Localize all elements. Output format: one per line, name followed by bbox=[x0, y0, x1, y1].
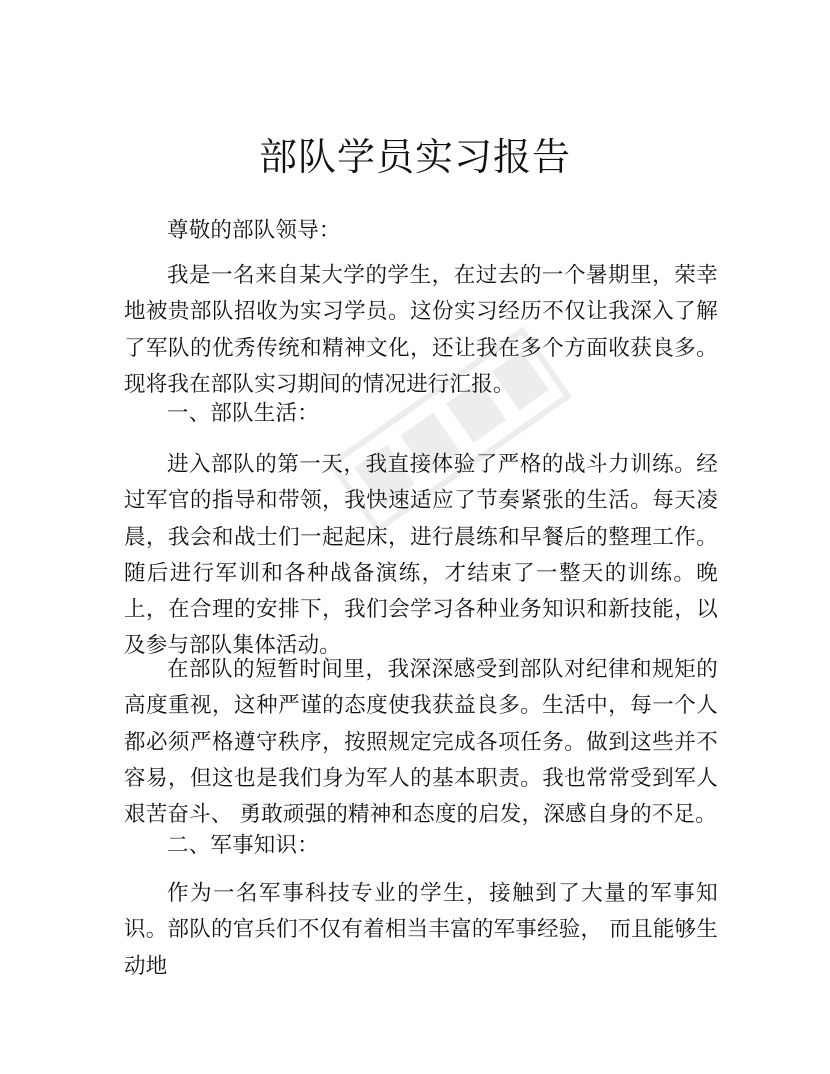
section-1-paragraph-1: 进入部队的第一天，我直接体验了严格的战斗力训练。经过军官的指导和带领，我快速适应了节奏紧张的生活。每天凌晨，我会和战士们一起起床，进行晨练和早餐后的整理工作。随后进行军训和各种战备演练，才结束了一整天的训练。晚上，在合理的安排下，我们会学习各种业务知识和新技能，以及参与部队集体活动。 bbox=[124, 452, 718, 659]
section-1-paragraph-2: 在部队的短暂时间里，我深深感受到部队对纪律和规矩的高度重视，这种严谨的态度使我获益良多。生活中，每一个人都必须严格遵守秩序，按照规定完成各项任务。做到这些并不容易，但这也是我们身为军人的基本职责。我也常常受到军人艰苦奋斗、 勇敢顽强的精神和态度的启发，深感自身的不足。 bbox=[124, 657, 718, 828]
section-2-paragraph-1: 作为一名军事科技专业的学生，接触到了大量的军事知识。部队的官兵们不仅有着相当丰富的军事经验， 而且能够生动地 bbox=[124, 881, 718, 979]
page-title: 部队学员实习报告 bbox=[258, 135, 571, 179]
section-1-heading: 一、部队生活： bbox=[167, 401, 319, 426]
section-2-heading: 二、军事知识： bbox=[167, 833, 319, 858]
greeting: 尊敬的部队领导： bbox=[167, 218, 341, 243]
intro-paragraph: 我是一名来自某大学的学生，在过去的一个暑期里，荣幸地被贵部队招收为实习学员。这份实习经历不仅让我深入了解了军队的优秀传统和精神文化，还让我在多个方面收获良多。现将我在部队实习期间的情况进行汇报。 bbox=[124, 263, 718, 397]
